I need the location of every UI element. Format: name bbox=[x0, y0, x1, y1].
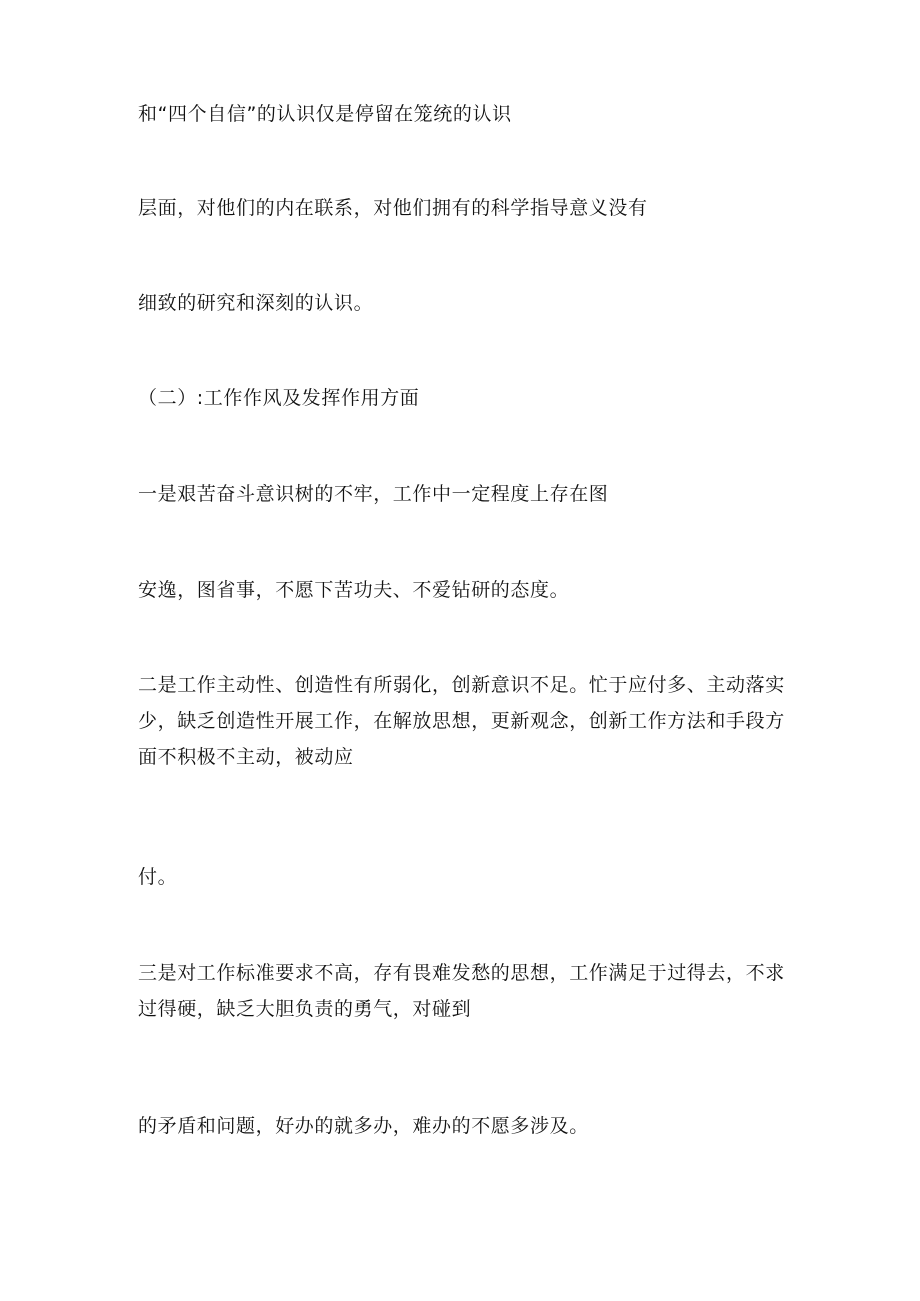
paragraph-1: 和“四个自信”的认识仅是停留在笼统的认识 bbox=[138, 103, 512, 125]
paragraph-9: 的矛盾和问题，好办的就多办，难办的不愿多涉及。 bbox=[138, 1115, 589, 1137]
paragraph-4: 一是艰苦奋斗意识树的不牢，工作中一定程度上存在图 bbox=[138, 483, 609, 505]
paragraph-2: 层面，对他们的内在联系，对他们拥有的科学指导意义没有 bbox=[138, 197, 648, 219]
paragraph-8: 三是对工作标准要求不高，存有畏难发愁的思想，工作满足于过得去，不求过得硬，缺乏大胆负责的勇气，对碰到 bbox=[138, 962, 785, 1020]
section-heading: （二）:工作作风及发挥作用方面 bbox=[138, 387, 420, 409]
paragraph-5: 安逸，图省事，不愿下苦功夫、不爱钻研的态度。 bbox=[138, 579, 570, 601]
paragraph-6: 二是工作主动性、创造性有所弱化，创新意识不足。忙于应付多、主动落实少，缺乏创造性开展工作，在解放思想，更新观念，创新工作方法和手段方面不积极不主动，被动应 bbox=[138, 674, 785, 768]
paragraph-7: 付。 bbox=[138, 866, 178, 888]
paragraph-3: 细致的研究和深刻的认识。 bbox=[138, 292, 374, 314]
